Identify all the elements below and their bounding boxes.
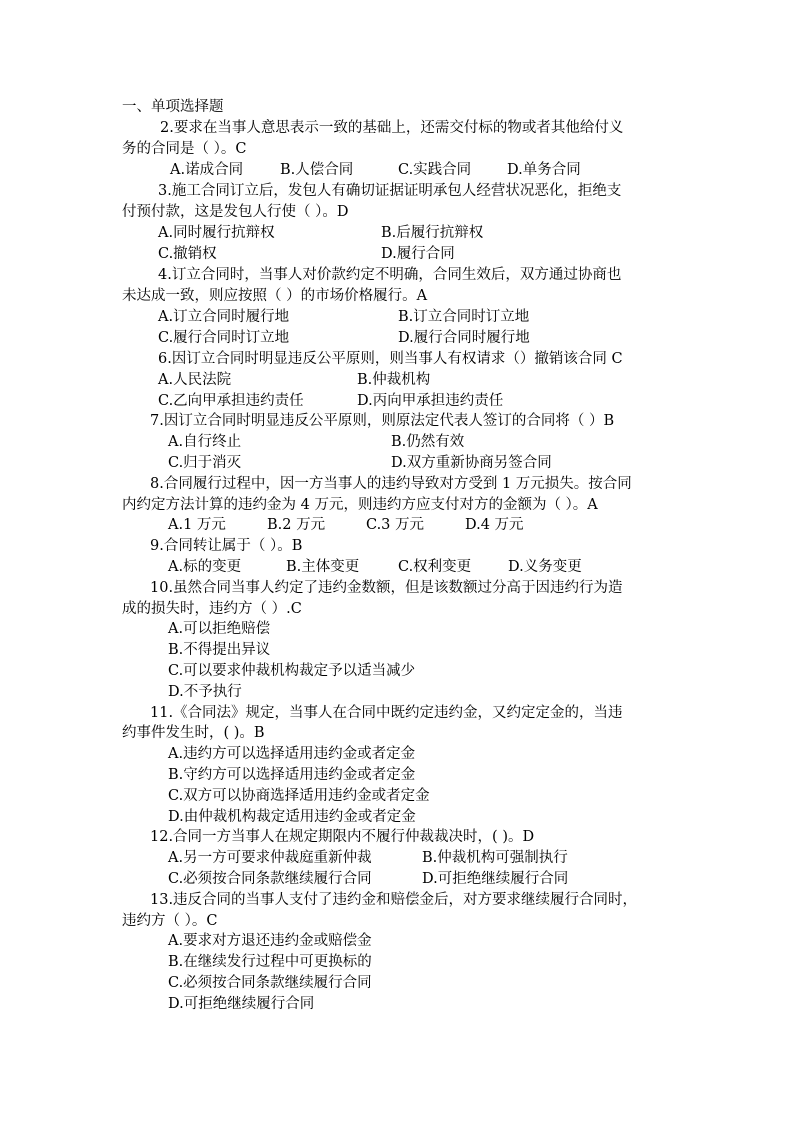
question-2-text-cont: 务的合同是（ ）。C [122, 141, 247, 157]
question-9-option-d: D.义务变更 [508, 559, 582, 575]
section-title: 一、单项选择题 [122, 99, 224, 115]
question-10-option-d: D.不予执行 [168, 684, 242, 700]
question-11-option-a: A.违约方可以选择适用违约金或者定金 [168, 746, 416, 762]
question-3-option-b: B.后履行抗辩权 [381, 225, 484, 241]
question-9-option-c: C.权利变更 [398, 559, 472, 575]
question-4-option-a: A.订立合同时履行地 [158, 309, 290, 325]
question-11-text-cont: 约事件发生时，( )。B [122, 725, 265, 741]
question-13-text-cont: 违约方（ ）。C [122, 913, 218, 929]
question-12-text: 12.合同一方当事人在规定期限内不履行仲裁裁决时，( )。D [150, 829, 535, 845]
question-8-option-d: D.4 万元 [465, 517, 524, 533]
question-11-option-d: D.由仲裁机构裁定适用违约金或者定金 [168, 809, 416, 825]
question-3-option-c: C.撤销权 [158, 246, 217, 262]
question-9-option-b: B.主体变更 [286, 559, 360, 575]
question-4-option-d: D.履行合同时履行地 [398, 330, 530, 346]
question-12-option-c: C.必须按合同条款继续履行合同 [168, 871, 372, 887]
question-10-option-b: B.不得提出异议 [168, 642, 271, 658]
question-4-option-b: B.订立合同时订立地 [398, 309, 530, 325]
question-6-text: 6.因订立合同时明显违反公平原则，则当事人有权请求（）撤销该合同 C [158, 351, 623, 367]
question-8-text-cont: 内约定方法计算的违约金为 4 万元，则违约方应支付对方的金额为（ ）。A [122, 497, 598, 513]
question-7-option-b: B.仍然有效 [391, 434, 465, 450]
question-10-option-c: C.可以要求仲裁机构裁定予以适当减少 [168, 663, 416, 679]
question-7-option-c: C.归于消灭 [168, 455, 242, 471]
question-13-text: 13.违反合同的当事人支付了违约金和赔偿金后，对方要求继续履行合同时， [150, 892, 638, 908]
question-8-option-c: C.3 万元 [366, 517, 425, 533]
question-13-option-d: D.可拒绝继续履行合同 [168, 996, 315, 1012]
question-9-text: 9.合同转让属于（ ）。B [150, 538, 303, 554]
question-3-text: 3.施工合同订立后，发包人有确切证据证明承包人经营状况恶化，拒绝支 [158, 183, 622, 199]
question-11-text: 11.《合同法》规定，当事人在合同中既约定违约金，又约定定金的，当违 [150, 705, 623, 721]
question-3-text-cont: 付预付款，这是发包人行使（ ）。D [122, 204, 349, 220]
question-6-option-b: B.仲裁机构 [357, 372, 431, 388]
question-12-option-b: B.仲裁机构可强制执行 [422, 850, 568, 866]
question-7-text: 7.因订立合同时明显违反公平原则，则原法定代表人签订的合同将（ ）B [150, 413, 615, 429]
question-2-option-d: D.单务合同 [507, 162, 581, 178]
question-4-option-c: C.履行合同时订立地 [158, 330, 290, 346]
question-8-option-a: A.1 万元 [168, 517, 226, 533]
question-8-option-b: B.2 万元 [267, 517, 326, 533]
question-8-text: 8.合同履行过程中，因一方当事人的违约导致对方受到 1 万元损失。按合同 [150, 476, 632, 492]
question-6-option-c: C.乙向甲承担违约责任 [158, 393, 304, 409]
question-7-option-a: A.自行终止 [168, 434, 242, 450]
question-13-option-c: C.必须按合同条款继续履行合同 [168, 975, 372, 991]
question-12-option-a: A.另一方可要求仲裁庭重新仲裁 [168, 850, 372, 866]
question-3-option-d: D.履行合同 [381, 246, 455, 262]
question-13-option-b: B.在继续发行过程中可更换标的 [168, 954, 372, 970]
question-2-text: 2.要求在当事人意思表示一致的基础上，还需交付标的物或者其他给付义 [160, 120, 624, 136]
question-4-text-cont: 未达成一致，则应按照（ ）的市场价格履行。A [122, 288, 428, 304]
question-10-text: 10.虽然合同当事人约定了违约金数额，但是该数额过分高于因违约行为造 [150, 580, 623, 596]
question-10-option-a: A.可以拒绝赔偿 [168, 621, 271, 637]
question-4-text: 4.订立合同时，当事人对价款约定不明确，合同生效后，双方通过协商也 [158, 267, 622, 283]
question-13-option-a: A.要求对方退还违约金或赔偿金 [168, 933, 372, 949]
question-10-text-cont: 成的损失时，违约方（ ）.C [122, 601, 302, 617]
question-2-option-b: B.人偿合同 [280, 162, 354, 178]
question-2-option-c: C.实践合同 [398, 162, 472, 178]
question-9-option-a: A.标的变更 [168, 559, 242, 575]
question-12-option-d: D.可拒绝继续履行合同 [422, 871, 569, 887]
question-3-option-a: A.同时履行抗辩权 [158, 225, 275, 241]
question-2-option-a: A.诺成合同 [170, 162, 244, 178]
question-11-option-b: B.守约方可以选择适用违约金或者定金 [168, 767, 416, 783]
question-7-option-d: D.双方重新协商另签合同 [391, 455, 552, 471]
question-11-option-c: C.双方可以协商选择适用违约金或者定金 [168, 788, 430, 804]
question-6-option-d: D.丙向甲承担违约责任 [357, 393, 504, 409]
question-6-option-a: A.人民法院 [158, 372, 232, 388]
